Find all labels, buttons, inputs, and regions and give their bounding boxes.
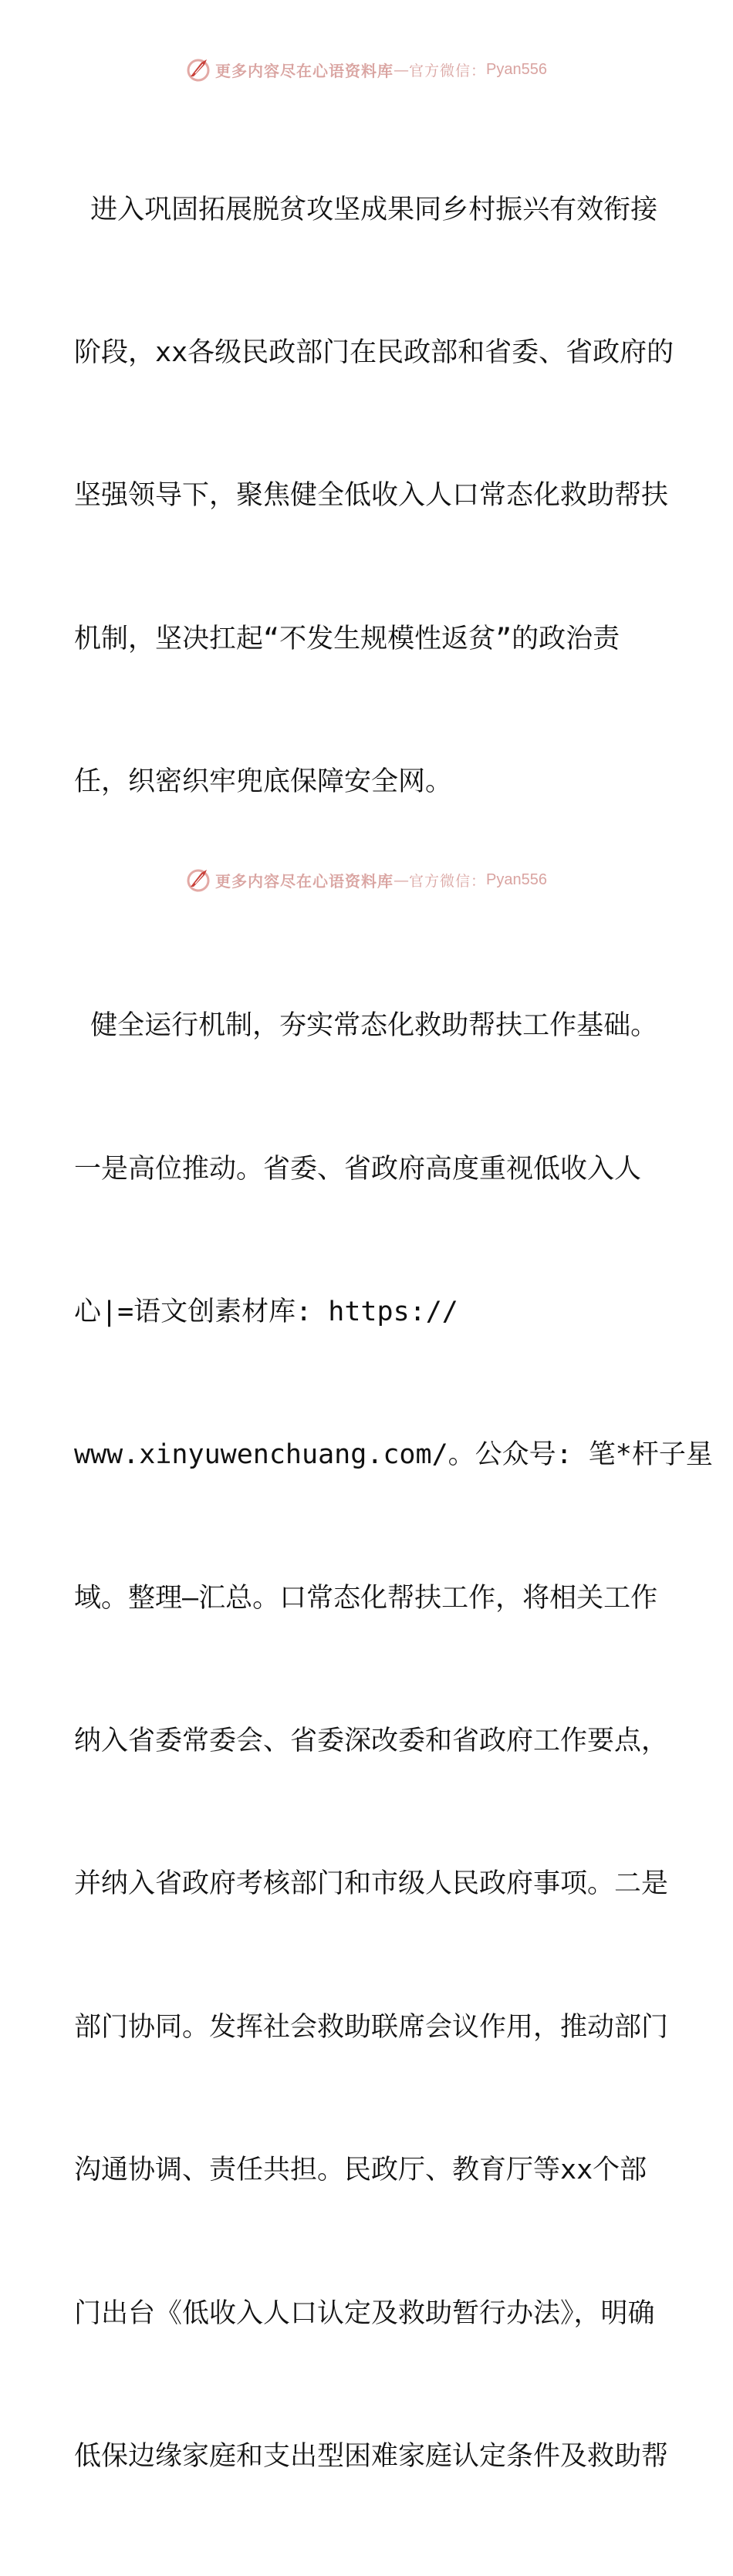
text-line: 沟通协调、责任共担。民政厅、教育厅等xx个部 <box>74 2155 647 2186</box>
watermark-wechat-id: Pyan556 <box>486 60 547 78</box>
text-line: 机制，坚决扛起“不发生规模性返贫”的政治责 <box>74 623 620 654</box>
text-line: 并纳入省政府考核部门和市级人民政府事项。二是 <box>74 1868 669 1900</box>
header-watermark <box>0 54 733 85</box>
quill-circle-logo-icon <box>186 56 212 83</box>
text-line: 进入巩固拓展脱贫攻坚成果同乡村振兴有效衔接 <box>74 194 658 225</box>
text-line: 健全运行机制，夯实常态化救助帮扶工作基础。 <box>74 1010 658 1042</box>
text-line: 一是高位推动。省委、省政府高度重视低收入人 <box>74 1153 642 1185</box>
text-line: www.xinyuwenchuang.com/。公众号: 笔*杆子星 <box>74 1439 713 1471</box>
footer-watermark <box>0 864 733 895</box>
watermark-separator: — <box>394 60 409 79</box>
document-body <box>74 91 713 2576</box>
text-line: 部门协同。发挥社会救助联席会议作用，推动部门 <box>74 2011 669 2043</box>
watermark-wechat-id: Pyan556 <box>486 870 547 888</box>
quill-circle-logo-icon <box>186 867 212 893</box>
watermark-contact-label: 官方微信： <box>409 62 487 79</box>
text-line: 任，织密织牢兜底保障安全网。 <box>74 766 453 798</box>
text-line: 阶段，xx各级民政部门在民政部和省委、省政府的 <box>74 336 674 368</box>
watermark-contact-label: 官方微信： <box>409 872 487 890</box>
text-line: 纳入省委常委会、省委深改委和省政府工作要点， <box>74 1726 669 1757</box>
text-line: 坚强领导下，聚焦健全低收入人口常态化救助帮扶 <box>74 480 669 512</box>
text-line: 域。整理—汇总。口常态化帮扶工作，将相关工作 <box>74 1582 658 1614</box>
watermark-brand: 更多内容尽在心语资料库 <box>215 61 394 80</box>
text-line: 门出台《低收入人口认定及救助暂行办法》，明确 <box>74 2297 655 2329</box>
paragraph-2 <box>74 908 713 2576</box>
paragraph-1 <box>74 91 674 902</box>
watermark-separator: — <box>394 870 409 889</box>
watermark-brand: 更多内容尽在心语资料库 <box>215 871 394 891</box>
text-line: 低保边缘家庭和支出型困难家庭认定条件及救助帮 <box>74 2441 669 2473</box>
text-line: 心|=语文创素材库: https:// <box>74 1296 458 1327</box>
